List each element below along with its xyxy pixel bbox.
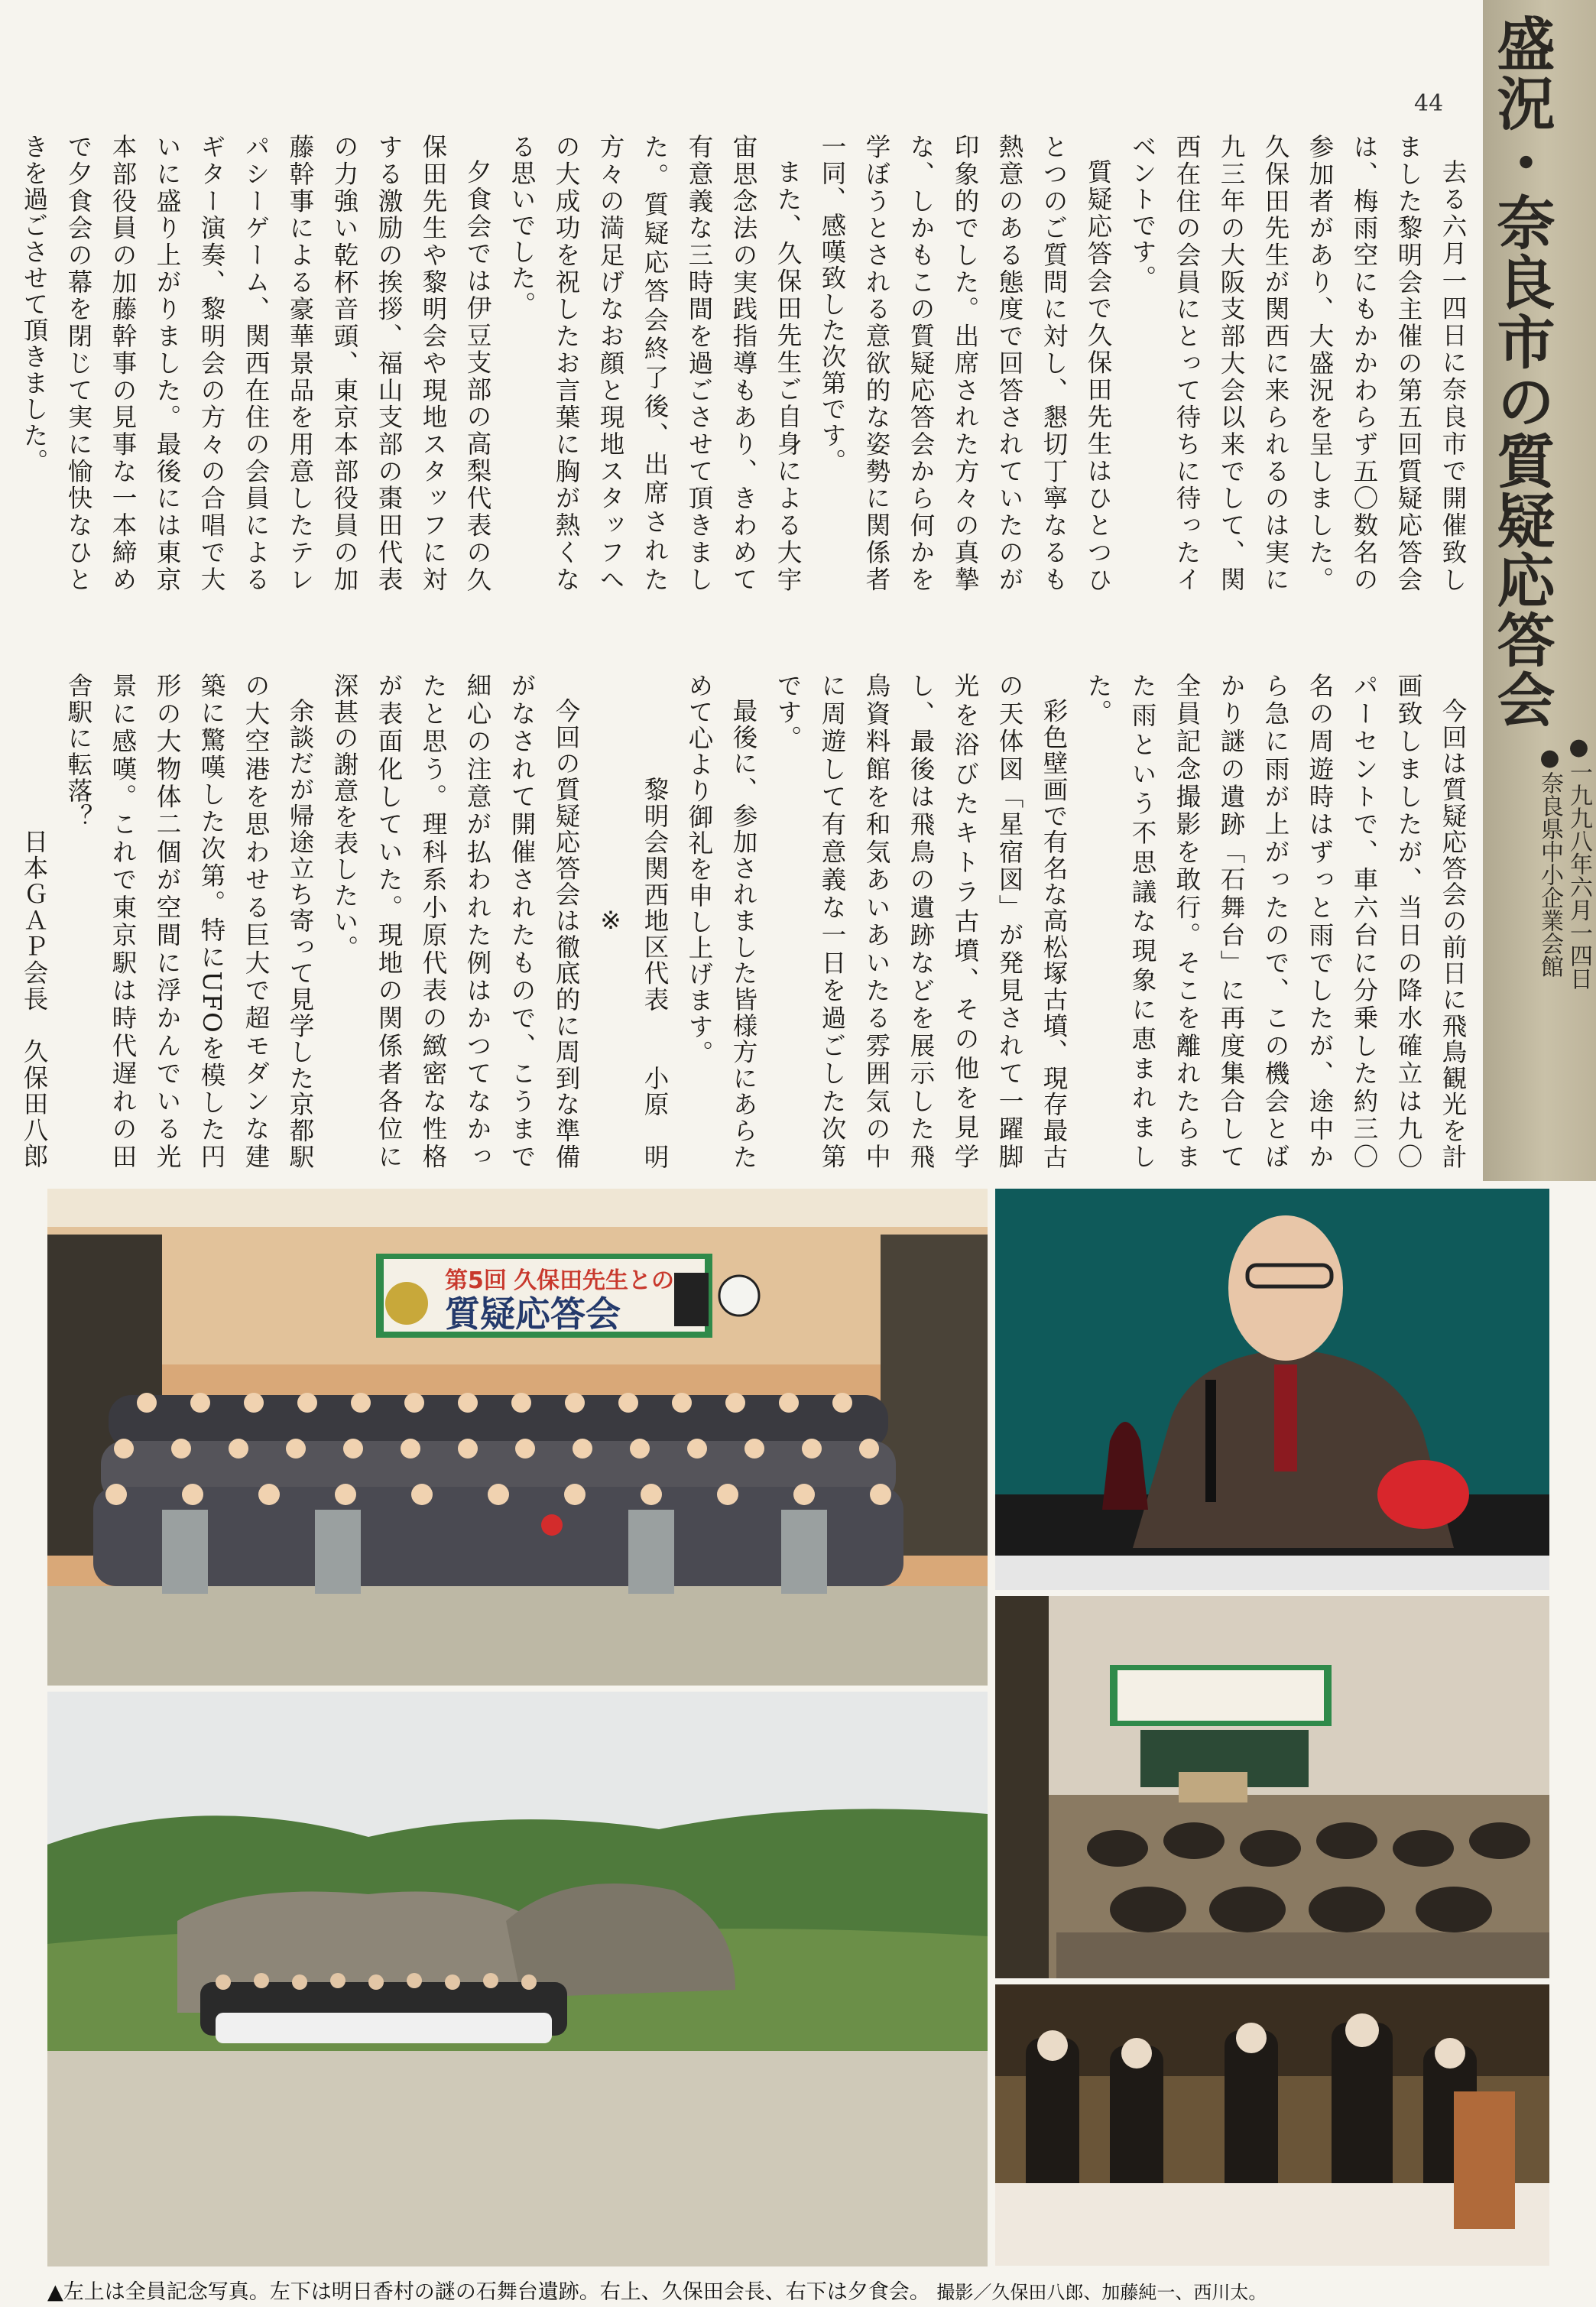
- paragraph: 夕食会では伊豆支部の高梨代表の久保田先生や黎明会や現地スタッフに対する激励の挨拶、福山支部の棗田代表の力強い乾杯音頭、東京本部役員の加藤幹事による豪華景品を用意したテレパシーゲーム、関西在住の会員によるギター演奏、黎明会の方々の合唱で大いに盛り上がりました。最後には東京本部役員の加藤幹事の見事な一本締めで夕食会の幕を閉じて実に愉快なひときを過ごさせて頂きました。: [20, 134, 492, 592]
- dinner-photo: [995, 1984, 1549, 2266]
- article-subtitle: [1536, 734, 1593, 990]
- lecture-hall-photo: [995, 1596, 1549, 1978]
- article-main: [20, 134, 1475, 592]
- banner-line2: 質疑応答会: [445, 1293, 621, 1335]
- banner-line1: 第5回: [445, 1267, 507, 1294]
- paragraph: 余談だが帰途立ち寄って見学した京都駅の大空港を思わせる巨大で超モダンな建築に驚嘆した次第。特にUFOを模した円形の大物体二個が空間に浮かんでいる光景に感嘆。これで東京駅は時代遅れの田舎駅に転落？: [64, 673, 315, 1170]
- speaker-photo: [995, 1189, 1549, 1590]
- signature-kubota: 日本ＧＡＰ会長 久保田八郎: [20, 829, 49, 1170]
- date-line: ●一九九八年六月一四日: [1565, 734, 1592, 990]
- signature-ohara: 黎明会関西地区代表 小原 明: [641, 776, 670, 1170]
- banner-line1-text: 久保田先生との: [514, 1267, 674, 1294]
- separator-mark: ※: [596, 906, 625, 936]
- paragraph: 今回は質疑応答会の前日に飛鳥観光を計画致しましたが、当日の降水確立は九〇パーセントで、車六台に分乗した約三〇名の周遊時はずっと雨でしたが、途中から急に雨が上がったので、この機会とばかり謎の遺跡「石舞台」に再度集合して全員記念撮影を敢行。そこを離れたらまた雨という不思議な現象に恵まれました。: [1084, 673, 1468, 1170]
- caption-credit: 撮影／久保田八郎、加藤純一、西川太。: [936, 2282, 1267, 2303]
- article-title: 盛況・奈良市の質疑応答会: [1487, 14, 1555, 729]
- paragraph: 最後に、参加されました皆様方にあらためて心より御礼を申し上げます。: [685, 673, 758, 1170]
- page-number: 44: [1414, 90, 1444, 117]
- caption-text: ▲左上は全員記念写真。左下は明日香村の謎の石舞台遺跡。右上、久保田会長、右下は夕食会。: [47, 2280, 930, 2304]
- group-photo: [47, 1189, 988, 1686]
- paragraph: 去る六月一四日に奈良市で開催致しました黎明会主催の第五回質疑応答会は、梅雨空にもかかわらず五〇数名の参加者があり、大盛況を呈しました。久保田先生が関西に来られるのは実に九三年の大阪支部大会以来でして、関西在住の会員にとって待ちに待ったイベントです。: [1128, 134, 1468, 592]
- ishibutai-photo: [47, 1692, 988, 2266]
- venue-line: ●奈良県中小企業会館: [1536, 745, 1563, 978]
- article-upper: [20, 673, 1475, 1170]
- paragraph: また、久保田先生ご自身による大宇宙思念法の実践指導もあり、きわめて有意義な三時間を過ごさせて頂きました。質疑応答会終了後、出席された方々の満足げなお顔と現地スタッフへの大成功を祝したお言葉に胸が熱くなる思いでした。: [508, 134, 803, 592]
- paragraph: 質疑応答会で久保田先生はひとつひとつのご質問に対し、懇切丁寧なるも熱意のある態度で回答されていたのが印象的でした。出席された方々の真摯な、しかもこの質疑応答会から何かを学ぼうとされる意欲的な姿勢に関係者一同、感嘆致した次第です。: [818, 134, 1113, 592]
- photo-caption: [47, 2275, 1546, 2305]
- paragraph: 今回の質疑応答会は徹底的に周到な準備がなされて開催されたもので、こうまで細心の注意が払われた例はかつてなかったと思う。理科系小原代表の緻密な性格が表面化していた。現地の関係者各位に深甚の謝意を表したい。: [330, 673, 581, 1170]
- paragraph: 彩色壁画で有名な高松塚古墳、現存最古の天体図「星宿図」が発見されて一躍脚光を浴びたキトラ古墳、その他を見学し、最後は飛鳥の遺跡などを展示した飛鳥資料館を和気あいあいたる雰囲気の中に周遊して有意義な一日を過ごした次第です。: [774, 673, 1069, 1170]
